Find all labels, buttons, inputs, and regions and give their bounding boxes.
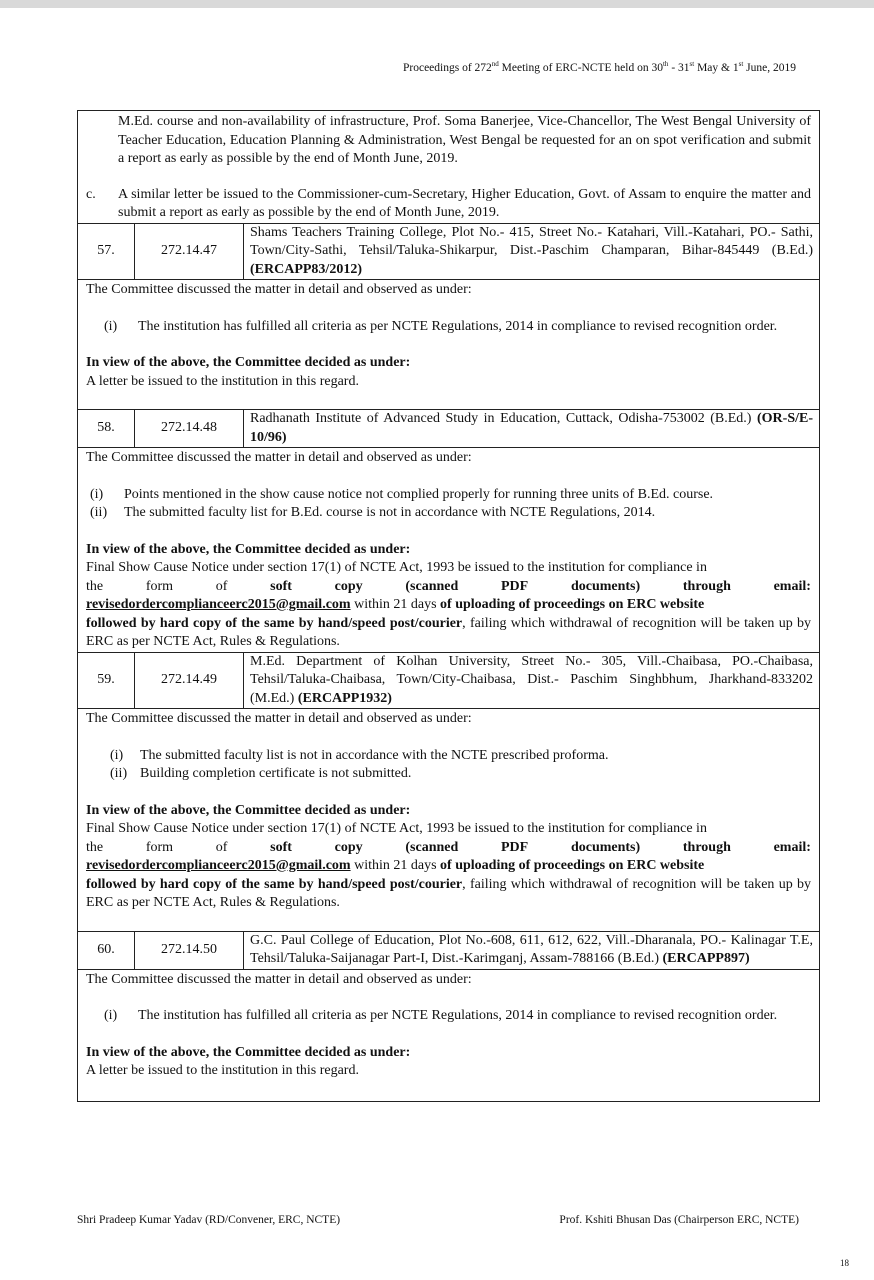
- point-marker: c.: [86, 186, 96, 202]
- footer-left-signatory: Shri Pradeep Kumar Yadav (RD/Convener, ERC, NCTE): [77, 1214, 341, 1226]
- continuation-block: [78, 111, 819, 223]
- page-number: 18: [840, 1258, 849, 1268]
- decision-text: the form of soft copy (scanned PDF documents) through email:: [86, 578, 811, 594]
- email-link[interactable]: revisedordercomplianceerc2015@gmail.com: [86, 597, 351, 612]
- decision-text: A letter be issued to the institution in this regard.: [86, 1063, 359, 1078]
- decision-text: A letter be issued to the institution in this regard.: [86, 373, 359, 389]
- decision-text: Final Show Cause Notice under section 17(1) of NCTE Act, 1993 be issued to the institution for compliance in: [86, 560, 707, 575]
- observation-point: (i) The institution has fulfilled all criteria as per NCTE Regulations, 2014 in compliance to revised recognition order.: [104, 318, 778, 334]
- entry-58-body: The Committee discussed the matter in detail and observed as under: (i) Points mentioned in the show cause notice not complied properly for running three units of B.Ed. course. (ii) The submitted faculty list for B.Ed. course is not in accordance with NCTE Regulations, 2014. In view of the above, the Committee decided as under: Final Show Cause Notice under section 17(1) of NCTE Act, 1993 be issued to the institution for compliance in the form of soft copy (scanned PDF documents) through email: revisedordercomplianceerc2015@gmail.com within 21 days of uploading of proceedings on ERC website followed by hard copy of the same by hand/speed post/courier, failing which withdrawal of recognition will be taken up by ERC as per NCTE Act, Rules & Regulations.: [78, 447, 819, 652]
- observation-point: (ii) The submitted faculty list for B.Ed. course is not in accordance with NCTE Regulations, 2014.: [90, 505, 656, 520]
- entry-60-body: [78, 969, 819, 1101]
- serial-number: 59.: [78, 653, 135, 709]
- serial-number: 58.: [78, 410, 135, 447]
- observation-point: (i) Points mentioned in the show cause notice not complied properly for running three units of B.Ed. course.: [90, 486, 714, 502]
- proceedings-table: [77, 110, 820, 1102]
- discussed-line: The Committee discussed the matter in detail and observed as under:: [86, 711, 472, 726]
- serial-number: 57.: [78, 224, 135, 280]
- continuation-paragraph: M.Ed. course and non-availability of infrastructure, Prof. Soma Banerjee, Vice-Chancellor, The West Bengal University of Teacher Education, Education Planning & Administration, West Bengal be requested for an on spot verification and submit a report as early as possible by the end of Month June, 2019.: [118, 114, 811, 166]
- decision-text: Final Show Cause Notice under section 17(1) of NCTE Act, 1993 be issued to the institution for compliance in: [86, 821, 707, 836]
- discussed-line: The Committee discussed the matter in detail and observed as under:: [86, 450, 472, 465]
- decision-heading: In view of the above, the Committee decided as under:: [86, 802, 411, 818]
- decision-heading: In view of the above, the Committee decided as under:: [86, 541, 411, 557]
- entry-57-body: [78, 279, 819, 409]
- point-c: [86, 186, 811, 223]
- item-code: 272.14.50: [135, 932, 244, 969]
- institution-description: M.Ed. Department of Kolhan University, Street No.- 305, Vill.-Chaibasa, PO.-Chaibasa, Tehsil/Taluka-Chaibasa, Town/City-Chaibasa, Dist.- Paschim Singhbhum, Jharkhand-833202 (M.Ed.) (ERCAPP1932): [250, 653, 813, 706]
- decision-text: the form of soft copy (scanned PDF documents) through email:: [86, 839, 811, 855]
- item-code: 272.14.48: [135, 410, 244, 447]
- entry-59-body: The Committee discussed the matter in detail and observed as under: (i) The submitted faculty list is not in accordance with the NCTE prescribed proforma. (ii) Building completion certificate is not submitted. In view of the above, the Committee decided as under: Final Show Cause Notice under section 17(1) of NCTE Act, 1993 be issued to the institution for compliance in the form of soft copy (scanned PDF documents) through email: revisedordercomplianceerc2015@gmail.com within 21 days of uploading of proceedings on ERC website followed by hard copy of the same by hand/speed post/courier, failing which withdrawal of recognition will be taken up by ERC as per NCTE Act, Rules & Regulations.: [78, 708, 819, 931]
- point-text: A similar letter be issued to the Commissioner-cum-Secretary, Higher Education, Govt. of Assam to enquire the matter and submit a report as early as possible by the end of Month June, 2019.: [118, 186, 811, 220]
- page-header: Proceedings of 272nd Meeting of ERC-NCTE held on 30th - 31st May & 1st June, 2019: [403, 60, 796, 74]
- item-code: 272.14.49: [135, 653, 244, 709]
- entry-row-60: [78, 931, 819, 969]
- entry-row-58: [78, 409, 819, 447]
- observation-point: (i) The institution has fulfilled all criteria as per NCTE Regulations, 2014 in compliance to revised recognition order.: [104, 1008, 778, 1023]
- decision-heading: In view of the above, the Committee decided as under:: [86, 1044, 411, 1060]
- item-code: 272.14.47: [135, 224, 244, 280]
- observation-point: (i) The submitted faculty list is not in accordance with the NCTE prescribed proforma.: [110, 747, 609, 763]
- institution-description: G.C. Paul College of Education, Plot No.-608, 611, 612, 622, Vill.-Dharanala, PO.- Kalinagar T.E, Tehsil/Taluka-Saijanagar Part-I, Dist.-Karimganj, Assam-788166 (B.Ed.) (ERCAPP897): [250, 932, 813, 966]
- institution-description: Shams Teachers Training College, Plot No.- 415, Street No.- Katahari, Vill.-Katahari, PO.- Sathi, Town/City-Sathi, Tehsil/Taluka-Shikarpur, Dist.-Paschim Champaran, Bihar-845449 (B.Ed.) (ERCAPP83/2012): [250, 224, 813, 277]
- decision-heading: In view of the above, the Committee decided as under:: [86, 355, 411, 370]
- entry-row-59: [78, 652, 819, 709]
- top-strip: [0, 0, 874, 8]
- serial-number: 60.: [78, 932, 135, 969]
- discussed-line: The Committee discussed the matter in detail and observed as under:: [86, 282, 472, 297]
- footer-right-signatory: Prof. Kshiti Bhusan Das (Chairperson ERC, NCTE): [559, 1214, 799, 1226]
- entry-row-57: [78, 223, 819, 280]
- email-link[interactable]: revisedordercomplianceerc2015@gmail.com: [86, 858, 351, 873]
- discussed-line: The Committee discussed the matter in detail and observed as under:: [86, 971, 472, 987]
- observation-point: (ii) Building completion certificate is not submitted.: [110, 766, 412, 781]
- institution-description: Radhanath Institute of Advanced Study in Education, Cuttack, Odisha-753002 (B.Ed.) (OR-S/E-10/96): [250, 411, 813, 445]
